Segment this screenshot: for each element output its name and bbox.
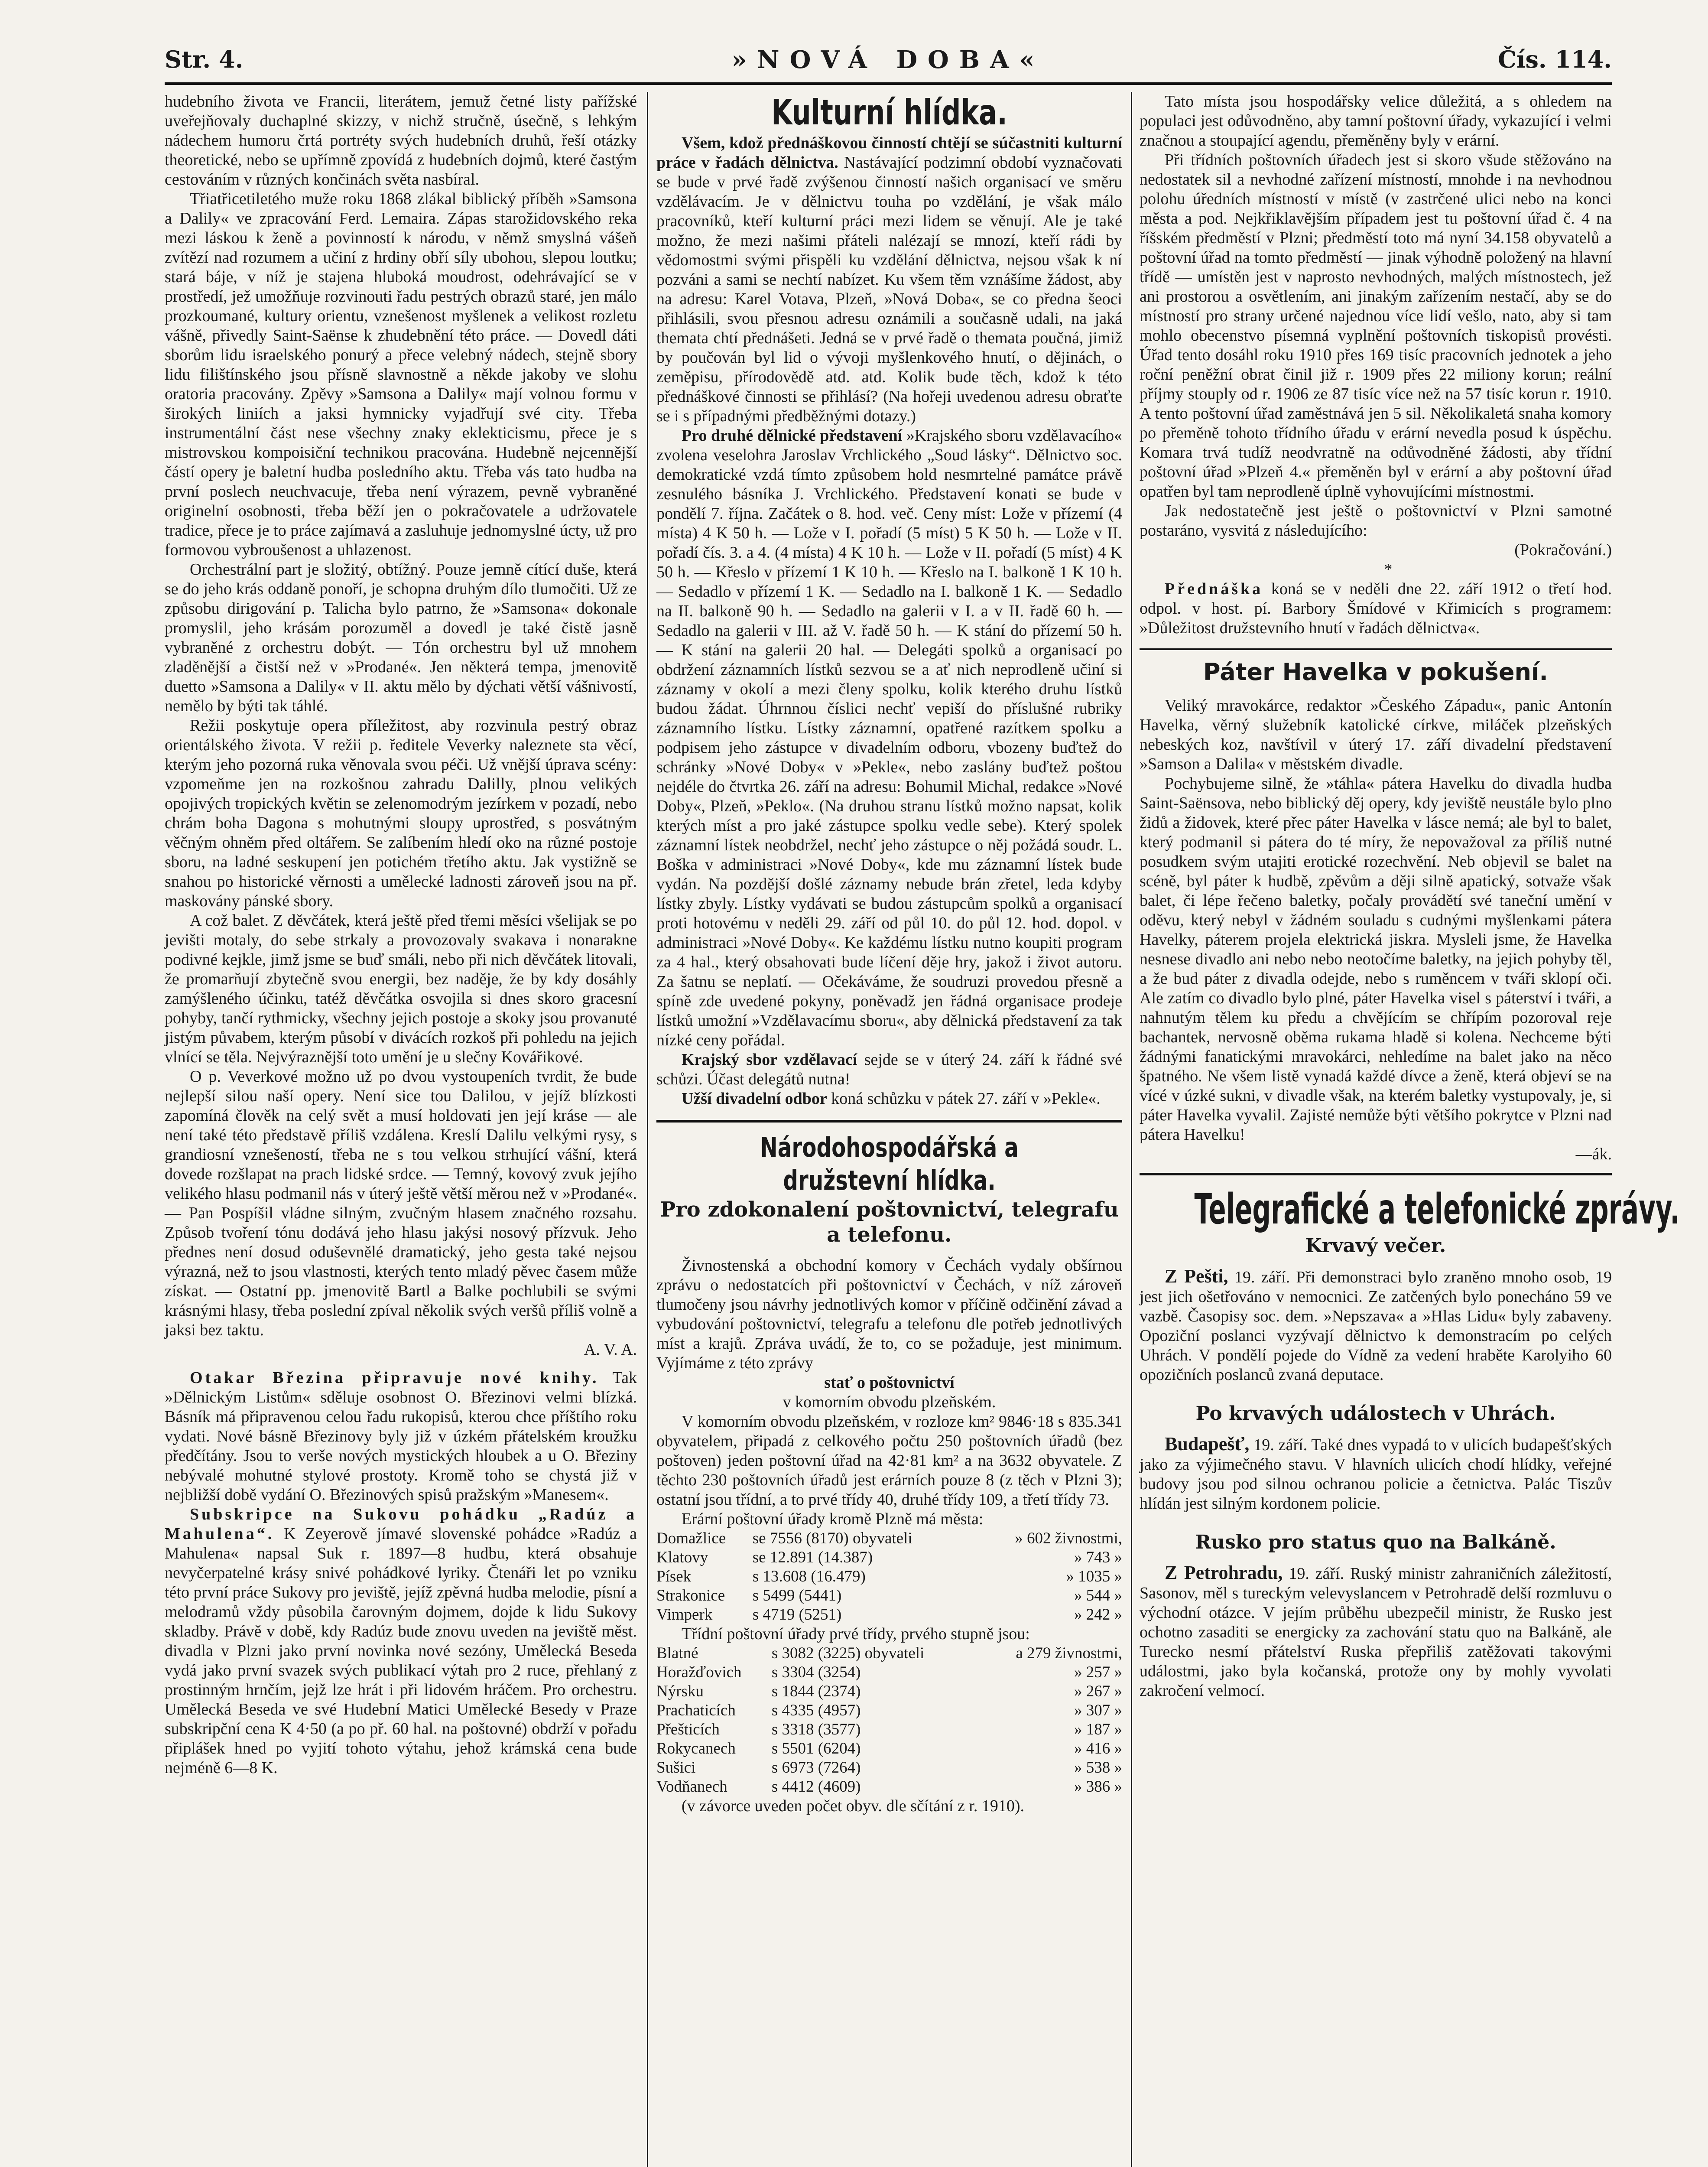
telegram <box>1140 1434 1612 1513</box>
table-cell-town: Domažlice <box>656 1529 726 1547</box>
dateline-city: Z Petrohradu, <box>1165 1562 1283 1583</box>
paragraph: O p. Veverkové možno už po dvou vystoupeních tvrdit, že bude nejlepší silou naší opery. Není sice tou Dalilou, v jejíž blízkosti zapomíná člověk na celý svět a musí holdovati jen její kráse — ale není také této představě příliš vzdálena. Kreslí Dalilu velkými rysy, s grandiosní vznešeností, třeba ne s tou velkou strhující vášní, která dovede rozšlapat na prach lidské srdce. — Temný, kovový zvuk jejího velikého hlasu podmanil nás v úterý ještě větší měrou než v »Prodané«. — Pan Pospíšil vládne silným, zvučným hlasem značného rozsahu. Způsob tvoření tónu dodává jeho hlasu jakýsi nosový přízvuk. Jeho přednes není dosud oduševnělé dramatický, jeho gesta také nejsou výrazná, než to jsou vlastnosti, kterých tento mladý pěvec časem může získat. — Ostatní pp. jmenovitě Bartl a Balke pochlubili se svými krásnými hlasy, třeba poslední zpíval několik svých veršů příliš volně a jaksi bez taktu. <box>165 1067 637 1339</box>
table-cell-town: Písek <box>656 1568 692 1585</box>
column-divider <box>1131 92 1132 2167</box>
table-row <box>656 1701 1122 1720</box>
table-row <box>656 1644 1122 1663</box>
paragraph: A což balet. Z děvčátek, která ještě před třemi měsíci všelijak se po jevišti motaly, do sebe strkaly a provozovaly svakava i nonarakne podivné kejkle, jimž jsme se buď smáli, nebo při nich děvčátek litovali, že promarňují zbytečně svou energii, bez naděje, že by kdy dosáhly zamýšleného účinku, tatéž děvčátka osvojila si dnes skoro gracesní pohyby, tančí rythmicky, všechny jejich postoje a skoky jsou provanuté jistým půvabem, kterým působí v divácích rozkoš při pohledu na jejich vlnící se těla. Nejvýraznější toto umění je u slečny Kovářikové. <box>165 911 637 1066</box>
dateline-city: Z Pešti, <box>1165 1266 1228 1287</box>
article-subtitle: Pro zdokonalení poštovnictví, telegrafu a telefonu. <box>660 1197 1119 1247</box>
news-item <box>656 426 1122 1050</box>
news-text: K Zeyerově jímavé slovenské pohádce »Radúz a Mahulena« napsal Suk r. 1897—8 hudbu, která obsahuje nevyčerpatelné krásy snivé pohádkové lyriky. Čtenáři let po vzniku této první práce Sukovy pro jeviště, jejíž zpěvná hudba melodie, písní a melodramů vždy působila čarovným dojmem, dojde k lidu Sukovy skladby. Právě v době, kdy Radúz bude znovu uveden na jeviště měst. divadla v Plzni jako první novinka nové sezóny, Umělecká Beseda vydá jako první svazek svých publikací výtah pro 2 ruce, přehlaný z prostinným hrnčím, jejž lze hrát i při lidovém hráčem. Pro orchestru. Umělecká Beseda ve své Hudební Matici Umělecké Besedy v Praze subskripční cena K 4·50 (a po př. 60 hal. na poštovné) obdrží v pořadu připlášek hned po vyjití tohoto výtahu, jehož krámská cena bude nejméně 6—8 K. <box>165 1525 637 1777</box>
table-row <box>656 1567 1122 1586</box>
telegram-text: 19. září. Při demonstraci bylo zraněno mnoho osob, 19 jest jich ošetřováno v nemocnici. Ze zatčených bylo ponecháno 59 ve vazbě. Časopisy soc. dem. »Nepszava« a »Hlas Lidu« byly zabaveny. Opoziční poslanci vyzývají dělnictvo k demonstracím po celých Uhrách. V pondělí pojede do Vídně za vedení hraběte Karolyiho 60 opozičních poslanců zvaná deputace. <box>1140 1268 1612 1384</box>
table-row <box>656 1777 1122 1796</box>
article-heading: Páter Havelka v pokušení. <box>1203 658 1548 686</box>
separator-star: * <box>1384 560 1393 579</box>
table-row <box>656 1758 1122 1777</box>
table-cell-pop: s 3318 (3577) <box>771 1721 861 1738</box>
table-cell-pop: s 3304 (3254) <box>771 1663 861 1681</box>
article-subtitle: Po krvavých událostech v Uhrách. <box>1195 1402 1556 1425</box>
table-row <box>656 1605 1122 1624</box>
table-cell-tr: » 267 » <box>1074 1682 1122 1700</box>
news-item <box>1140 579 1612 638</box>
table-cell-town: Prachaticích <box>656 1702 736 1719</box>
table-cell-town: Vimperk <box>656 1606 713 1624</box>
towns-table-1 <box>656 1529 1122 1624</box>
table-cell-tr: » 242 » <box>1074 1606 1122 1624</box>
column-divider <box>647 92 648 2167</box>
signature: —ák. <box>1575 1145 1612 1163</box>
table-row <box>656 1548 1122 1567</box>
table-cell-tr: » 743 » <box>1074 1549 1122 1566</box>
table-cell-pop: s 13.608 (16.479) <box>752 1568 866 1585</box>
paragraph: Orchestrální part je složitý, obtížný. Pouze jemně cítící duše, která se do jeho krás oddaně ponoří, je schopna druhým dílo tlumočiti. Už ze způsobu dirigování p. Talicha bylo patrno, že »Samsona« dokonale promyslil, jeho krásám porozuměl a dovedl je také čistě jasně vybraněné z orchestru dobýt. — Tón orchestru byl už mnohem zladěnější a čistší než v »Prodané«. Jen některá tempa, jmenovitě duetto »Samsona a Dalily« v II. aktu mělo by dýchati větší vášnivostí, nemělo by býti tak táhlé. <box>165 560 637 715</box>
news-text: sejde se v úterý 24. září k řádné své schůzi. Účast delegátů nutna! <box>656 1051 1122 1088</box>
table-cell-tr: » 257 » <box>1074 1663 1122 1681</box>
section-rule <box>1140 1173 1612 1175</box>
news-lead: Přednáška <box>1165 580 1263 598</box>
paragraph: Veliký mravokárce, redaktor »Českého Západu«, panic Antonín Havelka, věrný služebník katolické církve, miláček plzeňských nebeských koz, navštívil v úterý 17. září divadelní představení »Samson a Dalila« v městském divadle. <box>1140 696 1612 773</box>
table-cell-pop: s 4719 (5251) <box>752 1606 842 1624</box>
paragraph: Režii poskytuje opera příležitost, aby rozvinula pestrý obraz orientálského života. V režii p. ředitele Veverky naleznete sta věcí, kterým jeho pozorná ruka věnovala svou péči. Už vnější úprava scény: vzpomeňme jen na rozkošnou zahradu Dalilly, plnou velikých opojivých tropických květin se zelenomodrým jezírkem v pozadí, nebo chrám boha Dagona s mohutnými sloupy uprostřed, s posvátným věčným ohněm před oltářem. Se zalíbením hledí oko na různé postoje sboru, na ladné seskupení jen potichém třetího aktu. Jak vystižně se snahou po historické věrnosti a umělecké ladnosti zároveň jsou na př. maskovány pánské sbory. <box>165 716 637 910</box>
table-cell-tr: » 307 » <box>1074 1702 1122 1719</box>
telegram <box>1140 1563 1612 1701</box>
issue-number: Čís. 114. <box>1497 46 1612 73</box>
news-item <box>165 1505 637 1778</box>
header-rule <box>165 82 1612 85</box>
subheading: v komorním obvodu plzeňském. <box>783 1393 996 1411</box>
table-cell-town: Přešticích <box>656 1721 720 1738</box>
table-row <box>656 1682 1122 1701</box>
table-cell-tr: » 544 » <box>1074 1587 1122 1604</box>
news-item <box>656 133 1122 426</box>
continued-note: (Pokračování.) <box>1514 541 1612 559</box>
article-subtitle: Krvavý večer. <box>1305 1235 1446 1257</box>
article-subtitle: Rusko pro status quo na Balkáně. <box>1195 1531 1556 1553</box>
table-cell-tr: » 538 » <box>1074 1759 1122 1777</box>
table-cell-pop: se 12.891 (14.387) <box>752 1549 873 1566</box>
paragraph: Třiatřicetiletého muže roku 1868 zlákal biblický příběh »Samsona a Dalily« ve zpracování Ferd. Lemaira. Zápas starožidovského reka mezi láskou k ženě a povinností k národu, v němž smyslná vášeň zvítězí nad rozumem a učiní z hrdiny obří síly ubohou, slepou loutku; stará báje, v níž je stajena hluboká moudrost, odehrávající se v prostředí, jež umožňuje rozvinouti řadu pestrých obrazů staré, jen málo prozkoumané, kultury orientu, vznešenost myšlenek a velikost rozletu vášně, přivedly Saint-Saënse k zhudebnění této práce. — Dovedl dáti sborům lidu israelského ponurý a přece velebný nádech, stejně sbory lidu filištínského jsou přísně slavnostně a někde jakoby ve slohu oratoria pracovány. Zpěvy »Samsona a Dalily« mají volnou formu v širokých liniích a jaksi hymnicky vyjadřují své city. Třeba instrumentální část nese všechny znaky eklekticismu, přece je s mistrovskou kompoisiční technikou pracována. Hudebně nejcennější částí opery je baletní hudba posledního aktu. Třeba vás tato hudba na první poslech neuchvacuje, třeba není výrazem, pevně vybraněné originelní osobnosti, třeba běží jen o pokračovatele a udržovatele tradice, přece je to práce zajímavá a zasluhuje jednomyslné úcty, už pro formovou vybroušenost a uhlazenost. <box>165 190 637 559</box>
table-cell-pop: s 3082 (3225) obyvateli <box>771 1644 925 1662</box>
news-text: Nastávající podzimní období vyznačovati se bude v prvé řadě zvýšenou činností našich organisací ve směru vzdělávacím. Je v dělnictvu touha po vzdělání, je však málo pracovníků, kteří kulturní práci mezi lidem se věnují. Ale je také možno, že mezi našimi přáteli nalézají se mnozí, kteří rádi by vědomostmi svými přispěli ku vzdělání dělnictva, nejsou však k ní pozváni a sami se nechtí nabízet. Ku všem těm vznášíme žádost, aby na adresu: Karel Votava, Plzeň, »Nová Doba«, se co předna šeoci přihlásili, svou přesnou adresu oznámili a současně udali, na jaká themata chtí přednášeti. Jedná se v prvé řadě o themata poučná, jimiž by poučován byl lid o vývoji myšlenkového hnutí, o dějinách, o zeměpisu, přírodovědě atd. atd. Kolik bude těch, kdož k této přednáškové činnosti se přihlásí? (Na hořeji uvedenou adresu obraťte se i s případnými předběžnými dotazy.) <box>656 153 1122 425</box>
table-cell-pop: se 7556 (8170) obyvateli <box>752 1529 912 1547</box>
paragraph: hudebního života ve Francii, literátem, jemuž četné listy pařížské uveřejňovaly duchaplné skizzy, v nichž stručně, úsečně, s lehkým nádechem humoru črtá portréty svých hudebních druhů, řeší otázky theoretické, nebo se upřímně zpovídá z hudebních dojmů, které častým cestováním v různých končinách světa nasbíral. <box>165 92 637 189</box>
paragraph: Erární poštovní úřady kromě Plzně má města: <box>682 1510 984 1528</box>
column-1 <box>165 92 637 2167</box>
table-cell-town: Blatné <box>656 1644 698 1662</box>
subheading: stať o poštovnictví <box>824 1373 955 1392</box>
news-lead: Subskripce na Sukovu pohádku „Radúz a Mahulena“. <box>165 1505 637 1543</box>
table-cell-tr: » 416 » <box>1074 1740 1122 1757</box>
table-cell-town: Klatovy <box>656 1549 708 1566</box>
table-cell-town: Strakonice <box>656 1587 725 1604</box>
news-text: Tak »Dělnickým Listům« sděluje osobnost O. Březinovi velmi blízká. Básník má připravenou celou řadu rukopisů, kterou chce příštího roku vydati. Nové básně Březinovy byly již v úzkém přátelském kroužku předčítány. Jsou to verše nových mystických hloubek a u O. Březiny nebývalé mohutné stylové prostoty. Kromě toho se chystá již v nejbližší době vydání O. Březinových spisů pražským »Manesem«. <box>165 1369 637 1504</box>
paragraph: Tato místa jsou hospodářsky velice důležitá, a s ohledem na populaci jest odůvodněno, aby tamní poštovní úřady, vykazující i velmi značnou a stoupající agendu, přeměněny byly v erární. <box>1140 92 1612 150</box>
table-cell-town: Vodňanech <box>656 1778 727 1796</box>
section-heading: Kulturní hlídka. <box>771 92 1007 133</box>
news-text: »Krajského sboru vzdělavacího« zvolena veselohra Jaroslav Vrchlického „Soud lásky“. Dělnictvo soc. demokratické vzdá tímto způsobem hold nesmrtelné památce právě zesnulého básníka J. Vrchlického. Představení konati se bude v pondělí 7. října. Začátek o 8. hod. več. Ceny míst: Lože v přízemí (4 místa) 4 K 50 h. — Lože v I. pořadí (5 míst) 5 K 50 h. — Lože v II. pořadí čís. 3. a 4. (4 místa) 4 K 10 h. — Lože v II. pořadí (5 míst) 4 K 50 h. — Křeslo v přízemí 1 K 10 h. — Křeslo na I. balkoně 1 K 10 h. — Sedadlo v přízemí 1 K. — Sedadlo na I. balkoně 1 K. — Sedadlo na II. balkoně 90 h. — Sedadlo na galerii v I. a v II. řadě 60 h. — Sedadlo na galerii v III. až V. řadě 50 h. — K stání do přízemí 50 h. — K stání na galerii 20 hal. — Delegáti spolků a organisací po obdržení záznamních lístků sezvou se a ať nich neprodleně učiní si záznamy v okolí a mezi členy spolku, kolik kterého druhu lístků budou žádat. Úhrnnou číslici nechť vepiší do příslušné rubriky záznamního lístku. Lístky záznamní, opatřené razítkem spolku a podpisem jeho zástupce v divadelním odboru, vbozeny buďtež do schránky »Nové Doby« v »Pekle«, nebo zaslány buďtež poštou nejdéle do čtvrtka 26. září na adresu: Bohumil Michal, redakce »Nové Doby«, Plzeň, »Peklo«. (Na druhou stranu lístků možno napsat, kolik kterých míst a pro jaké zástupce spolku vedle sebe). Který spolek záznamní lístek neobdržel, nechť jeho zástupce o něj požádá soudr. L. Boška v administraci »Nové Doby«, kde mu záznamní lístek bude vydán. Na pozdější došlé záznamy nebude brán zřetel, leda kdyby lístky zbyly. Lístky vydávati se budou zástupcům spolků a organisací proti hotovému v neděli 29. září od půl 10. do půl 12. hod. dopol. v administraci »Nové Doby«. Ke každému lístku nutno koupiti program za 4 hal., který obsahovati bude líčení děje hry, jakož i život autoru. Za šatnu se neplatí. — Očekáváme, že soudruzi provedou přesně a spíně zde uvedené pokyny, poněvadž jen řádná organisace prodeje lístků umožní »Vzdělavacímu sboru«, aby dělnická představení za tak nízké ceny pořádal. <box>656 426 1122 1049</box>
news-item <box>165 1368 637 1505</box>
section-heading: Telegrafické a telefonické zprávy. <box>1194 1185 1680 1233</box>
table-cell-pop: s 4335 (4957) <box>771 1702 861 1719</box>
table-cell-tr: a 279 živnostmi, <box>1016 1644 1122 1662</box>
paragraph: Pochybujeme silně, že »táhla« pátera Havelku do divadla hudba Saint-Saënsova, nebo biblický děj opery, kdy jeviště neustále bylo plno židů a židovek, které přec páter Havelka v lásce nemá; ale byl to balet, který podmanil si pátera do té míry, že nepovažoval za příliš nutné posudkem svým utajiti erotické rozechvění. Neb objevil se balet na scéně, byl páter k hudbě, zpěvům a ději silně apatický, sotvaže však balet, či lépe řečeno baletky, počaly provádětí své taneční umění v oděvu, který nebyl v žádném souladu s cudnými myšlenkami pátera Havelky, páterem projela elektrická jiskra. Mysleli jsme, že Havelka nesnese divadlo ani nebo nebo neotočíme baletky, na jejich pohyby těl, a že bud páter z divadla odejde, nebo s ruměncem v tváři sklopí oči. Ale zatím co divadlo bylo plné, páter Havelka visel s páterství i tváři, a nahnutým tělem ku předu a chvějícím se chřípím pozoroval reje bachantek, nervosně oběma rukama hladě si kolena. Nechceme býti žádnými fanatickými mravokárci, nehledíme na balet jako na něco špatného. Ne všem listě vynadá každé dívce a ženě, která objeví se na vícé v úzké sukni, v divadle však, na kterém baletky vystupovaly, je, si páter Havelka vyvalil. Zajisté nemůže býti většího pokrytce v Plzni nad pátera Havelku! <box>1140 774 1612 1144</box>
paragraph: V komorním obvodu plzeňském, v rozloze km² 9846·18 s 835.341 obyvatelem, připadá z celkového počtu 250 poštovních úřadů (bez poštoven) jeden poštovní úřad na 42·81 km² a na 3632 obyvatele. Z těchto 230 poštovních úřadů jest erárních pouze 8 (z těch v Plzni 3); ostatní jsou třídní, a to prvé třídy 40, druhé třídy 109, a třetí třídy 73. <box>656 1412 1122 1509</box>
section-rule <box>656 1120 1122 1123</box>
table-row <box>656 1663 1122 1682</box>
table-cell-pop: s 1844 (2374) <box>771 1682 861 1700</box>
page-header <box>165 46 1612 80</box>
section-rule <box>1140 648 1612 650</box>
table-cell-town: Rokycanech <box>656 1740 736 1757</box>
news-item <box>656 1050 1122 1089</box>
table-cell-tr: » 602 živnostmi, <box>1015 1529 1122 1547</box>
dateline-city: Budapešť, <box>1165 1433 1250 1454</box>
paragraph: Třídní poštovní úřady prvé třídy, prvého stupně jsou: <box>682 1625 1030 1643</box>
paragraph: Při třídních poštovních úřadech jest si skoro všude stěžováno na nedostatek sil a nevhodné zařízení místností, mnohde i na nevhodnou polohu úředních místností v místě (v zastrčené ulici nebo na konci města a pod. Nejkřiklavějším případem jest tu poštovní úřad č. 4 na říšském předměstí v Plzni; předměstí toto má nyní 34.158 obyvatelů a poštovní úřad na tomto předměstí — jinak výhodně položený na hlavní třídě — umístěn jest v naprosto nevhodných, malých místnostech, jež ani prostorou a osvětlením, ani jinakým zařízením nestačí, aby se do místností pro strany určené najednou více lidí vešlo, nato, aby si tam mohlo obecenstvo písemná vyplnění poštovních tiskopisů provésti. Úřad tento dosáhl roku 1910 přes 169 tisíc pracovních jednotek a jeho roční peněžní obrat činil již r. 1909 přes 22 miliony korun; reální příjmy stouply od r. 1906 ze 87 tisíc více než na 57 tisíc korun r. 1910. A tento poštovní úřad zaměstnává jen 5 sil. Několikaletá snaha komory po přeměně tohoto třídního úřadu v erární nevedla posud k úspěchu. Komara trvá tudíž neodvratně na odůvodněné žádosti, aby třídní poštovní úřad »Plzeň 4.« přeměněn byl v erární a aby poštovní úřad opatřen byl tam neprodleně úplně vyhovujícími místnostmi. <box>1140 151 1612 501</box>
newspaper-name: »NOVÁ DOBA« <box>731 46 1045 74</box>
note: (v závorce uveden počet obyv. dle sčítání z r. 1910). <box>682 1797 1025 1815</box>
news-lead: Krajský sbor vzdělavací <box>682 1051 857 1069</box>
section-heading: Národohospodářská a družstevní hlídka. <box>760 1132 1019 1196</box>
page-number: Str. 4. <box>165 46 244 73</box>
news-text: koná se v neděli dne 22. září 1912 o třetí hod. odpol. v host. pí. Barbory Šmídové v Křimicích s programem: »Důležitost družstevního hnutí v řadách dělnictva«. <box>1140 580 1612 637</box>
table-row <box>656 1720 1122 1739</box>
table-cell-tr: » 187 » <box>1074 1721 1122 1738</box>
news-lead: Užší divadelní odbor <box>682 1090 827 1108</box>
table-row <box>656 1739 1122 1758</box>
table-row <box>656 1529 1122 1548</box>
telegram-text: 19. září. Také dnes vypadá to v ulicích budapešťských jako za výjimečného stavu. V hlavních ulicích chodí hlídky, veřejné budovy jsou pod silnou ochranou policie a četnictva. Palác Tiszův hlídán jest silným kordonem policie. <box>1140 1436 1612 1513</box>
column-3 <box>1140 92 1680 2167</box>
table-cell-tr: » 1035 » <box>1066 1568 1122 1585</box>
table-cell-town: Horažďovich <box>656 1663 742 1681</box>
table-cell-pop: s 6973 (7264) <box>771 1759 861 1777</box>
towns-table-2 <box>656 1644 1122 1796</box>
telegram-text: 19. září. Ruský ministr zahraničních záležitostí, Sasonov, měl s tureckým velevyslancem v Petrohradě delší rozmluvu o východní otázce. V jejím průběhu ubezpečil ministr, že Rusko jest ochotno zasaditi se energicky za zachování statu quo na Balkáně, ale Turecko nesmí přátelství Ruska přepřiliš zatěžovati takovými událostmi, jako byla kočanská, protože ony by mohly vyvolati zakročení velmocí. <box>1140 1565 1612 1700</box>
paragraph: Živnostenská a obchodní komory v Čechách vydaly obšírnou zprávu o nedostatcích při poštovnictví v Čechách, v níž zároveň tlumočeny jsou návrhy jednotlivých komor v příčině odčinění závad a vybudování poštovnictví, telegrafu a telefonu dle potřeb jednotlivých míst a krajů. Zpráva uvádí, že to, co se požaduje, jest minimum. Vyjímáme z této zprávy <box>656 1256 1122 1372</box>
column-2 <box>656 92 1122 2167</box>
table-row <box>656 1586 1122 1605</box>
table-cell-pop: s 5501 (6204) <box>771 1740 861 1757</box>
table-cell-pop: s 5499 (5441) <box>752 1587 842 1604</box>
telegram <box>1140 1266 1612 1385</box>
table-cell-town: Sušici <box>656 1759 696 1777</box>
news-lead: Pro druhé dělnické představení <box>682 426 903 445</box>
table-cell-town: Nýrsku <box>656 1682 704 1700</box>
news-lead: Všem, kdož přednáškovou činností chtějí se súčastniti kulturní práce v řadách dělnictva. <box>656 134 1122 172</box>
table-cell-tr: » 386 » <box>1074 1778 1122 1796</box>
table-cell-pop: s 4412 (4609) <box>771 1778 861 1796</box>
news-lead: Otakar Březina připravuje nové knihy. <box>190 1369 599 1387</box>
news-text: koná schůzku v pátek 27. září v »Pekle«. <box>831 1090 1101 1108</box>
signature: A. V. A. <box>584 1341 637 1359</box>
paragraph: Jak nedostatečně jest ještě o poštovnictví v Plzni samotné postaráno, vysvitá z následujícího: <box>1140 502 1612 540</box>
news-item <box>656 1089 1122 1109</box>
